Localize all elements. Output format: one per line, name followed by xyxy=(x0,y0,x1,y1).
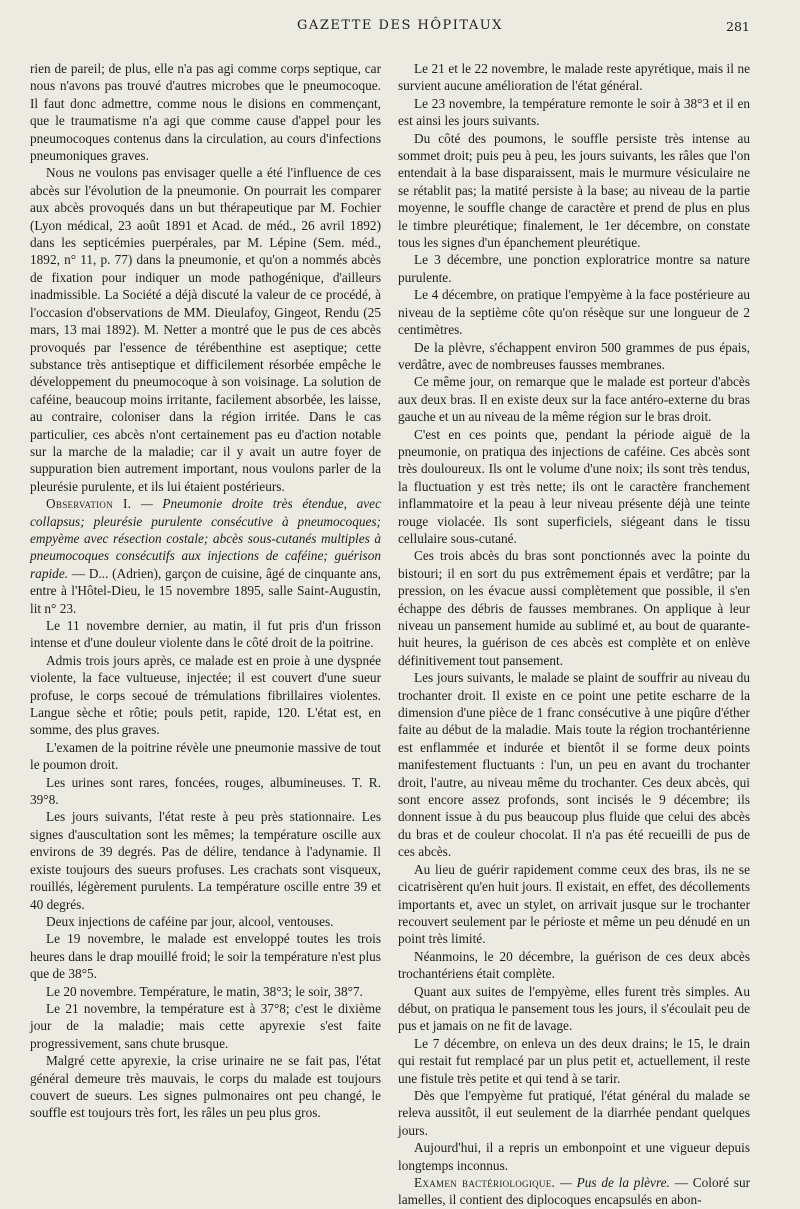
left-column xyxy=(30,60,381,1120)
paragraph: Le 11 novembre dernier, au matin, il fut pris d'un frisson intense et d'une douleur violente dans le côté droit de la poitrine. xyxy=(30,618,381,651)
paragraph: Le 20 novembre. Température, le matin, 38°3; le soir, 38°7. xyxy=(46,983,363,999)
paragraph: Les urines sont rares, foncées, rouges, albumineuses. T. R. 39°8. xyxy=(30,774,381,808)
paragraph: C'est en ces points que, pendant la période aiguë de la pneumonie, on pratiqua des injections de caféine. Ces abcès sont très douloureux. Ils ont le volume d'une noix; ils sont très tendus, la fluctuation y est très nette; ils ont le caractère franchement inflammatoire et la peau à leur niveau présente déjà une teinte rouge violacée. Ils sont superficiels, siégeant dans le tissu cellulaire sous-cutané. xyxy=(398,426,750,546)
subsection-text: — Coloré sur lamelles, il contient des diplocoques encapsulés en abon- xyxy=(398,1175,751,1208)
observation-heading xyxy=(30,495,381,617)
page-number: 281 xyxy=(726,19,750,34)
paragraph: Néanmoins, le 20 décembre, la guérison de ces deux abcès trochantériens était complète. xyxy=(398,948,750,982)
paragraph: De la plèvre, s'échappent environ 500 grammes de pus épais, verdâtre, avec de nombreuses fausses membranes. xyxy=(398,339,750,372)
subsection-heading xyxy=(398,1174,750,1209)
paragraph: Le 21 novembre, la température est à 37°8; c'est le dixième jour de la maladie; mais cette apyrexie s'est faite progressivement, sans chute brusque. xyxy=(30,1000,381,1051)
paragraph: Deux injections de caféine par jour, alcool, ventouses. xyxy=(46,913,334,929)
paragraph: Nous ne voulons pas envisager quelle a été l'influence de ces abcès sur l'évolution de la pneumonie. On pourrait les comparer aux abcès provoqués dans un but thérapeutique par M. Fochier (Lyon médical, 23 août 1891 et Acad. de méd., 26 avril 1892) dans les septicémies puerpérales, par M. Lépine (Sem. méd., 1892, n° 11, p. 77) dans la pneumonie, et qu'on a nommés abcès de fixation pour indiquer un mode pathogénique, d'ailleurs inadmissible. La Société a déjà discuté la valeur de ce procédé, à l'occasion d'observations de MM. Dieulafoy, Gingeot, Rendu (25 mars, 13 mai 1892). M. Netter a montré que le pus de ces abcès provoqués par l'essence de térébenthine est aseptique; cette substance très antiseptique et difficilement résorbée empêche le développement du pneumocoque à son voisinage. La solution de caféine, beaucoup moins irritante, facilement absorbée, les laisse, au contraire, coloniser dans la région irritée. Dans le cas particulier, ces abcès n'ont certainement pas eu d'action notable sur la marche de la maladie; car il y avait un autre foyer de suppuration bien autrement important, nous voulons parler de la pleurésie purulente, et ils lui étaient postérieurs. xyxy=(30,165,381,494)
paragraph: Dès que l'empyème fut pratiqué, l'état général du malade se releva aussitôt, il eut seulement de la diarrhée pendant quelques jours. xyxy=(398,1087,750,1138)
paragraph: Les jours suivants, le malade se plaint de souffrir au niveau du trochanter droit. Il existe en ce point une petite escharre de la dimension d'une pièce de 1 franc consécutive à une piqûre d'éther faite au début de la maladie. Mais toute la région trochantérienne est enflammée et indurée et bientôt il se forme deux points manifestement fluctuants : l'un, un peu en avant du trochanter droit, l'autre, au niveau même du trochanter. Ces deux abcès, qui sont encore assez profonds, sont incisés le 9 décembre; ils donnent issue à du pus beaucoup plus fluide que celui des abcès du bras et de couleur chocolat. Il n'a pas été recueilli de pus de ces abcès. xyxy=(398,670,750,860)
subsection-title: — Pus de la plèvre. xyxy=(559,1175,670,1190)
paragraph: Le 19 novembre, le malade est enveloppé toutes les trois heures dans le drap mouillé froid; le soir la température n'est plus que de 38°5. xyxy=(30,931,381,982)
paragraph: Les jours suivants, l'état reste à peu près stationnaire. Les signes d'auscultation sont les mêmes; la température oscille aux environs de 39 degrés. Pas de délire, tendance à l'adynamie. Il existe toujours des sueurs profuses. Les crachats sont visqueux, rouillés, légèrement purulents. La température oscille entre 39 et 40 degrés. xyxy=(30,809,381,912)
paragraph: rien de pareil; de plus, elle n'a pas agi comme corps septique, car nous n'avons pas trouvé d'autres microbes que le pneumocoque. Il faut donc admettre, comme nous le disions en commençant, que le traumatisme n'a agi que comme cause d'appel pour les pneumocoques contenus dans la circulation, au cours d'infections pneumoniques graves. xyxy=(30,61,381,164)
paragraph: Ces trois abcès du bras sont ponctionnés avec la pointe du bistouri; il en sort du pus extrêmement épais et verdâtre; par la pression, on les évacue aussi complètement que possible, il s'en échappe des débris de fausses membranes. On applique à leur niveau un pansement humide au sublimé et, au bout de quarante-huit heures, la guérison de ces abcès est complète et on enlève définitivement tout pansement. xyxy=(398,548,750,668)
right-column xyxy=(398,60,751,1208)
observation-intro: — D... (Adrien), garçon de cuisine, âgé de cinquante ans, entre à l'Hôtel-Dieu, le 15 novembre 1895, salle Saint-Augustin, lit n° 23. xyxy=(30,565,381,616)
page-header xyxy=(0,14,800,40)
paragraph: Malgré cette apyrexie, la crise urinaire ne se fait pas, l'état général demeure très mauvais, le corps du malade est toujours couvert de sueurs. Les signes pulmonaires ont peu changé, le souffle est toujours très fort, les râles un peu plus gros. xyxy=(30,1053,381,1121)
paragraph: Du côté des poumons, le souffle persiste très intense au sommet droit; puis peu à peu, les jours suivants, les râles que l'on entendait à la base disparaissent, mais le murmure vésiculaire ne se rétablit pas; la matité persiste à la base; au niveau de la partie moyenne, le souffle change de caractère et prend de plus en plus le timbre pleurétique; finalement, le 1er décembre, on constate tous les signes d'un épanchement pleurétique. xyxy=(398,130,750,251)
paragraph: Le 7 décembre, on enleva un des deux drains; le 15, le drain qui restait fut remplacé par un plus petit et, actuellement, il reste une fistule très petite et qui tend à se tarir. xyxy=(398,1035,750,1086)
paragraph: Le 21 et le 22 novembre, le malade reste apyrétique, mais il ne survient aucune amélioration de l'état général. xyxy=(398,61,750,94)
paragraph: Le 4 décembre, on pratique l'empyème à la face postérieure au niveau de la septième côte qu'on résèque sur une longueur de 2 centimètres. xyxy=(398,287,750,338)
observation-label: Observation I. xyxy=(46,496,132,512)
paragraph: Ce même jour, on remarque que le malade est porteur d'abcès aux deux bras. Il en existe deux sur la face antéro-externe du bras gauche et un au niveau de la même région sur le bras droit. xyxy=(398,374,750,425)
paragraph: Le 3 décembre, une ponction exploratrice montre sa nature purulente. xyxy=(398,252,750,285)
observation-title: — Pneumonie droite très étendue, avec collapsus; pleurésie purulente consécutive à pneumocoques; empyème avec résection costale; abcès sous-cutanés multiples à pneumocoques consécutifs aux injections de caféine; guérison rapide. xyxy=(30,496,381,581)
paragraph: Quant aux suites de l'empyème, elles furent très simples. Au début, on pratiqua le pansement tous les jours, il s'écoulait peu de pus et jamais on ne fit de lavage. xyxy=(398,983,750,1034)
running-title: GAZETTE DES HÔPITAUX xyxy=(297,18,503,33)
subsection-label: Examen bactériologique. xyxy=(414,1175,556,1190)
paragraph: Aujourd'hui, il a repris un embonpoint et une vigueur depuis longtemps inconnus. xyxy=(398,1140,750,1173)
paragraph: Le 23 novembre, la température remonte le soir à 38°3 et il en est ainsi les jours suivants. xyxy=(398,95,750,129)
paragraph: L'examen de la poitrine révèle une pneumonie massive de tout le poumon droit. xyxy=(30,739,381,773)
paragraph: Admis trois jours après, ce malade est en proie à une dyspnée violente, la face vultueuse, injectée; il est couvert d'une sueur profuse, le corps secoué de trémulations fibrillaires violentes. Langue sèche et rôtie; pouls petit, rapide, 120. L'état est, en somme, des plus graves. xyxy=(30,652,381,738)
paragraph: Au lieu de guérir rapidement comme ceux des bras, ils ne se cicatrisèrent qu'en huit jours. Il existait, en effet, des décollements importants et, avec un stylet, on arrivait jusque sur le trochanter recouvert seulement par le périoste et même un peu dénudé en un point très limité. xyxy=(398,861,750,947)
